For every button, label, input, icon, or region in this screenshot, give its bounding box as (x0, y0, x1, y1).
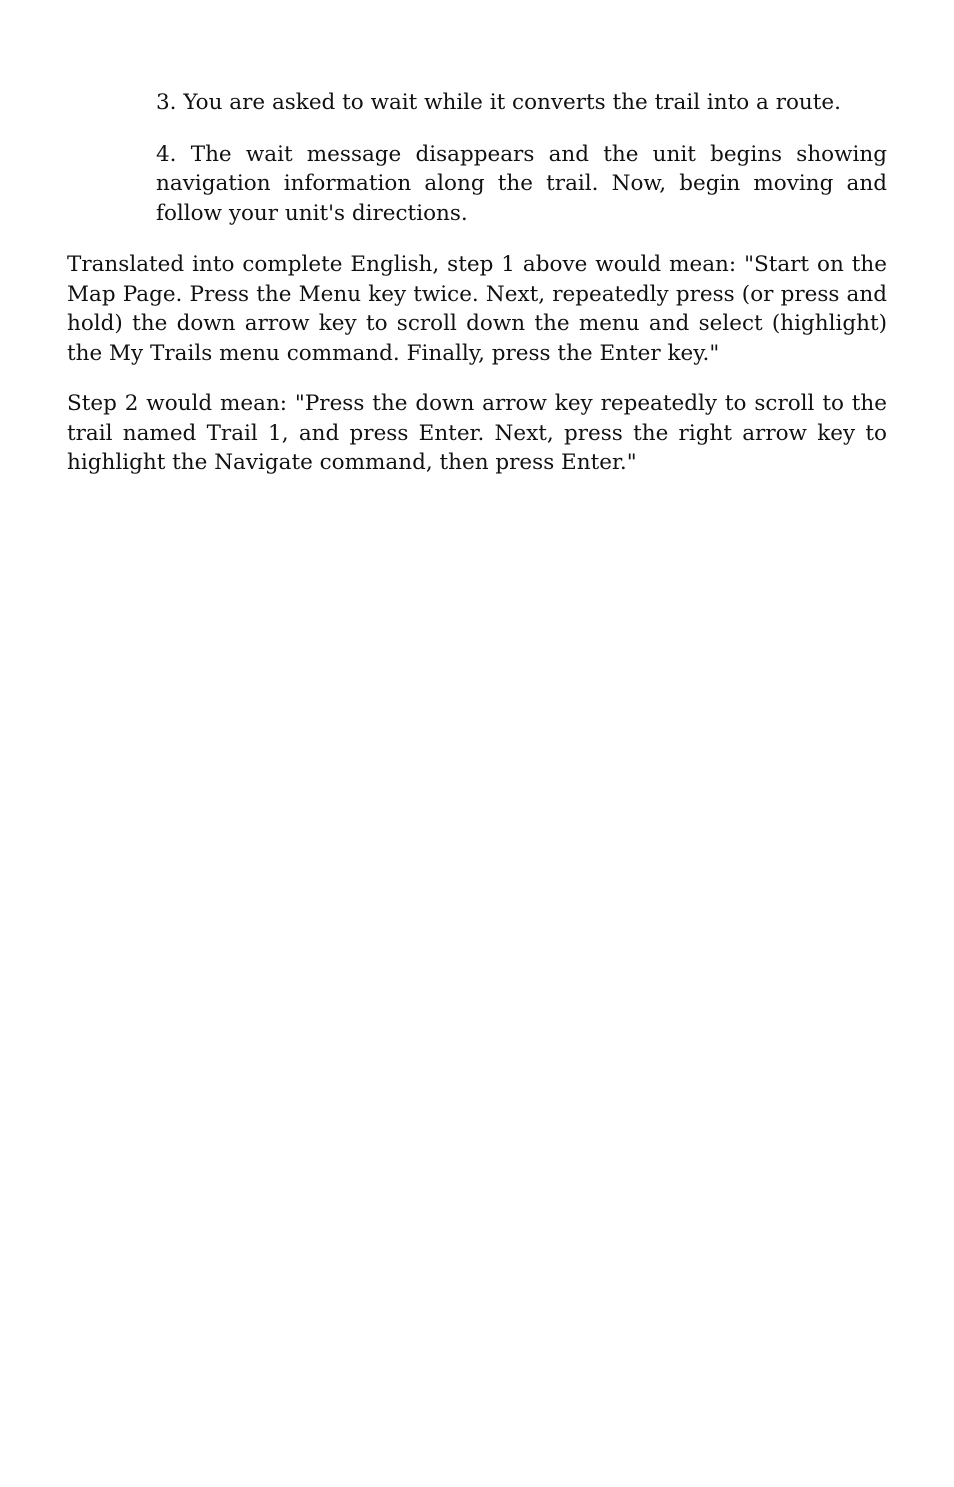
step-3: 3. You are asked to wait while it converts the trail into a route. (156, 90, 841, 115)
document-body (67, 88, 887, 499)
translation-paragraph-step-1: Translated into complete English, step 1 above would mean: "Start on the Map Page. Press the Menu key twice. Next, repeatedly press (or press and hold) the down arrow key to scroll down the menu and select (highlight) the My Trails menu command. Finally, press the Enter key." (67, 252, 887, 366)
step-4: 4. The wait message disappears and the unit begins showing navigation information along the trail. Now, begin moving and follow your unit's directions. (156, 141, 887, 226)
translation-paragraph-step-2: Step 2 would mean: "Press the down arrow key repeatedly to scroll to the trail named Trail 1, and press Enter. Next, press the right arrow key to highlight the Navigate command, then press Enter." (67, 391, 887, 475)
